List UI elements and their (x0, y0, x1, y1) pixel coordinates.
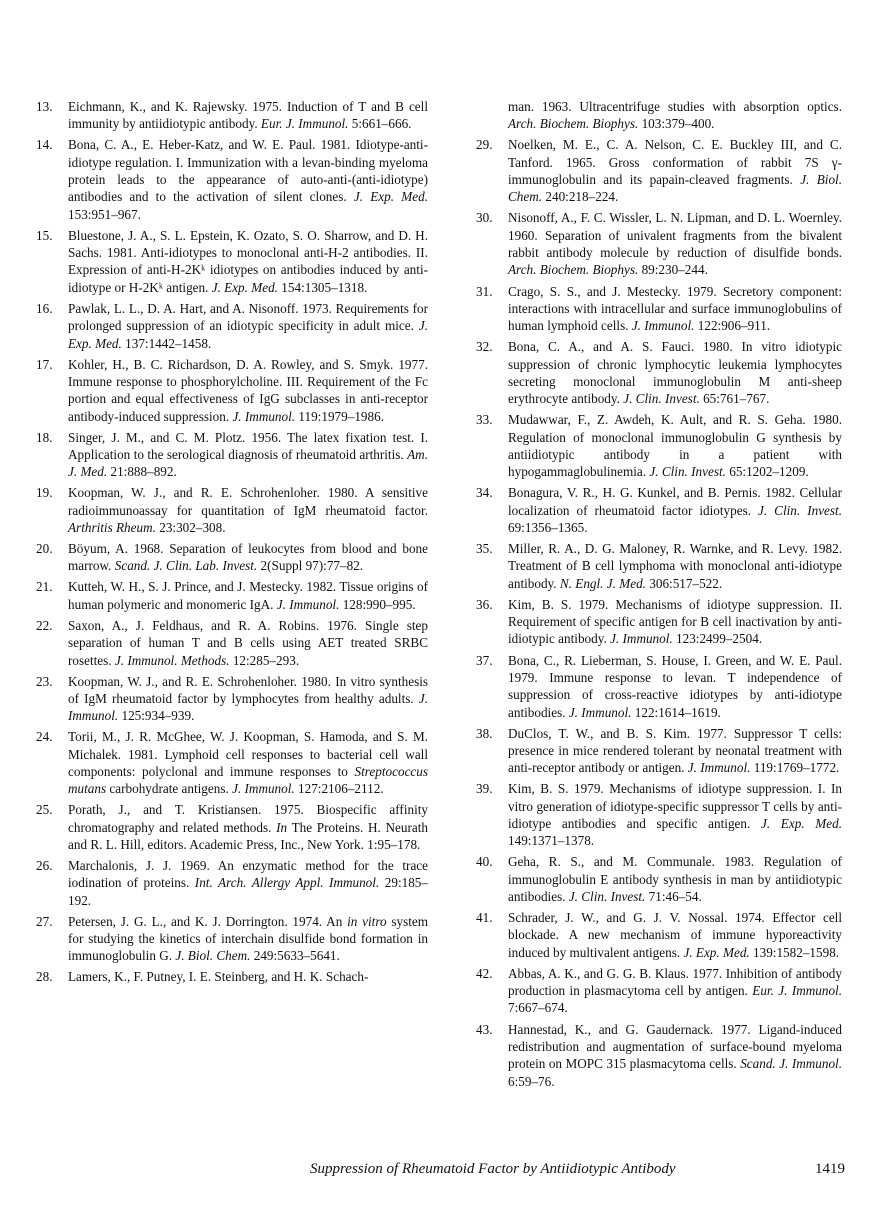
reference-journal: Scand. J. Clin. Lab. Invest. (114, 558, 258, 574)
reference-item (476, 209, 842, 278)
reference-volume: 306:517–522. (649, 575, 723, 591)
reference-journal: Eur. J. Immunol. (752, 983, 842, 999)
reference-journal: J. Exp. Med. (211, 279, 278, 295)
reference-authors: Bona, C., R. Lieberman, S. House, I. Green, and W. E. Paul. 1979. (508, 652, 842, 685)
reference-volume: 122:1614–1619. (634, 704, 721, 720)
reference-number: 38. (476, 725, 493, 741)
reference-number: 28. (36, 969, 53, 985)
reference-in-word: In (276, 819, 288, 835)
reference-title: Gross conformation of rabbit 7S γ-immunoglobulin and its papain-cleaved fragments. (508, 154, 842, 188)
reference-volume: 65:761–767. (703, 391, 770, 407)
reference-journal: J. Immunol. (568, 704, 632, 720)
reference-title: Mechanisms of idiotype suppression. I. In vitro generation of idiotype-specific suppressor T cells by anti-idiotype antibodies and specific antigen. (508, 781, 843, 831)
reference-continuation (476, 98, 842, 133)
reference-number: 42. (476, 965, 493, 981)
reference-journal: Arch. Biochem. Biophys. (508, 116, 639, 132)
reference-journal: Scand. J. Immunol. (740, 1056, 843, 1072)
reference-number: 23. (36, 673, 53, 689)
reference-authors: Bona, C. A., E. Heber-Katz, and W. E. Paul. 1981. (68, 137, 351, 153)
reference-authors: Kutteh, W. H., S. J. Prince, and J. Mestecky. 1982. (68, 579, 337, 595)
reference-volume: 71:46–54. (648, 889, 702, 905)
reference-volume: 65:1202–1209. (729, 464, 809, 480)
reference-title: Biospecific affinity chromatography and related methods. (68, 802, 428, 835)
reference-volume: 154:1305–1318. (281, 279, 368, 295)
reference-title: Ligand-induced redistribution and augmentation of surface-bound myeloma protein on MOPC 315 plasmacytoma cells. (508, 1021, 843, 1072)
reference-item (36, 913, 428, 965)
reference-item (36, 484, 428, 536)
reference-title: Regulation of immunoglobulin E antibody synthesis in man by antiidiotypic antibodies. (508, 854, 842, 905)
reference-number: 17. (36, 356, 53, 372)
reference-authors: Schrader, J. W., and G. J. V. Nossal. 1974. (508, 910, 765, 926)
reference-number: 18. (36, 429, 53, 445)
reference-journal: J. Immunol. (631, 318, 695, 334)
reference-authors: Nisonoff, A., F. C. Wissler, L. N. Lipman, and D. L. Woernley. 1960. (508, 210, 842, 243)
reference-authors: Kohler, H., B. C. Richardson, D. A. Rowley, and S. Smyk. 1977. (68, 356, 428, 372)
reference-item (36, 728, 428, 797)
reference-journal: J. Immunol. (276, 596, 340, 612)
reference-title: Induction of T and B cell immunity by antiidiotypic antibody. (68, 99, 428, 132)
reference-volume: 123:2499–2504. (676, 631, 763, 647)
reference-title: Inhibition of antibody production in plasmacytoma cell by antigen. (508, 965, 842, 999)
reference-volume: 139:1582–1598. (753, 944, 840, 960)
reference-authors: Saxon, A., J. Feldhaus, and R. A. Robins. 1976. (68, 617, 357, 633)
reference-journal: Arthritis Rheum. (68, 520, 156, 536)
reference-authors: Abbas, A. K., and G. G. B. Klaus. 1977. (508, 965, 723, 981)
reference-authors: Bonagura, V. R., H. G. Kunkel, and B. Pernis. 1982. (508, 485, 795, 501)
reference-authors: Mudawwar, F., Z. Awdeh, K. Ault, and R. S. Geha. 1980. (508, 412, 842, 428)
reference-number: 34. (476, 485, 493, 501)
reference-volume: 103:379–400. (641, 116, 715, 132)
reference-title: Cellular localization of rheumatoid factor idiotypes. (508, 485, 843, 518)
reference-number: 19. (36, 485, 53, 501)
reference-journal: J. Clin. Invest. (758, 502, 842, 518)
reference-number: 24. (36, 729, 53, 745)
reference-item (476, 540, 842, 592)
reference-authors: Eichmann, K., and K. Rajewsky. 1975. (68, 99, 282, 114)
reference-item (36, 857, 428, 909)
running-title: Suppression of Rheumatoid Factor by Antiidiotypic Antibody (310, 1161, 676, 1177)
reference-volume: 2(Suppl 97):77–82. (260, 558, 364, 574)
reference-title: Separation of univalent fragments from the bivalent rabbit antibody molecule by reduction of disulfide bonds. (508, 227, 842, 261)
reference-authors: Singer, J. M., and C. M. Plotz. 1956. (68, 429, 282, 445)
reference-item (36, 429, 428, 481)
reference-volume: 127:2106–2112. (298, 781, 384, 797)
reference-volume: 122:906–911. (697, 318, 771, 334)
reference-volume: 21:888–892. (110, 464, 177, 480)
reference-item (476, 780, 842, 849)
reference-in-vitro: in vitro (347, 913, 387, 929)
reference-volume: 119:1979–1986. (298, 408, 384, 424)
reference-number: 39. (476, 781, 493, 797)
reference-volume: 12:285–293. (232, 652, 300, 668)
reference-item (36, 540, 428, 575)
reference-authors: Porath, J., and T. Kristiansen. 1975. (68, 802, 304, 818)
reference-item (36, 300, 428, 352)
reference-book-details: The Proteins. H. Neurath and R. L. Hill, editors. Academic Press, Inc., New York. 1:95–178. (68, 819, 429, 852)
reference-volume: 125:934–939. (121, 708, 195, 724)
page-footer (310, 1159, 850, 1179)
reference-title: Separation of leukocytes from blood and bone marrow. (68, 541, 429, 574)
reference-title: Single step separation of human T and B cells using AET treated SRBC rosettes. (68, 617, 428, 668)
reference-title: Treatment of B cell lymphoma with monoclonal anti-idiotype antibody. (508, 558, 842, 591)
reference-number: 37. (476, 652, 493, 668)
reference-species-name: Streptococcus mutans (68, 763, 428, 797)
reference-number: 25. (36, 802, 53, 818)
reference-item (476, 853, 842, 905)
reference-title-prefix: An (326, 913, 343, 929)
reference-journal: J. Clin. Invest. (623, 391, 700, 407)
reference-title: Secretory component: interactions with intracellular and surface immunoglobulins of human lymphoid cells. (508, 283, 843, 334)
reference-number: 14. (36, 137, 53, 153)
reference-title: Regulation of monoclonal immunoglobulin G synthesis by antiidiotypic antibody in a patient with hypogammaglobulinemia. (508, 429, 842, 480)
reference-item (476, 965, 842, 1017)
reference-item (476, 596, 842, 648)
reference-journal: J. Biol. Chem. (508, 172, 842, 205)
reference-title: The latex fixation test. I. Application to the serological diagnosis of rheumatoid arthritis. (68, 429, 429, 462)
reference-number: 27. (36, 913, 53, 929)
reference-authors: DuClos, T. W., and B. S. Kim. 1977. (508, 725, 727, 741)
reference-volume: 137:1442–1458. (125, 335, 212, 351)
reference-journal: J. Immunol. (610, 631, 673, 647)
reference-title: Lymphoid cell responses to bacterial cell wall components: polyclonal and immune responses to (68, 746, 428, 779)
reference-column-left (36, 98, 428, 990)
reference-volume: 29:185–192. (68, 875, 428, 908)
reference-item (36, 578, 428, 613)
reference-item (36, 801, 428, 853)
reference-number: 33. (476, 412, 493, 428)
reference-title: Immune response to levan. T independence of suppression of cross-reactive idiotypes by anti-idiotype antibodies. (508, 669, 843, 720)
reference-authors: Kim, B. S. 1979. (508, 596, 609, 612)
reference-title: Mechanisms of idiotype suppression. II. Requirement of specific antigen for B cell inactivation by anti-idiotypic antibody. (508, 596, 843, 647)
reference-item (36, 617, 428, 669)
reference-number: 35. (476, 541, 493, 557)
reference-volume: 240:218–224. (545, 189, 619, 205)
reference-journal: J. Clin. Invest. (649, 464, 726, 480)
reference-journal: Int. Arch. Allergy Appl. Immunol. (194, 875, 380, 891)
reference-title: Requirements for prolonged suppression of an idiotypic specificity in adult mice. (68, 300, 429, 334)
reference-journal: J. Exp. Med. (760, 815, 842, 831)
reference-title: In vitro idiotypic suppression of chronic lymphocytic leukemia lymphocytes secreting monoclonal immunoglobulin M anti-sheep erythrocyte antibody. (508, 339, 842, 407)
reference-number: 16. (36, 300, 53, 316)
reference-item (476, 484, 842, 536)
page-number: 1419 (815, 1161, 845, 1177)
reference-item (36, 136, 428, 223)
reference-authors: Geha, R. S., and M. Communale. 1983. (508, 854, 755, 870)
reference-title: In vitro synthesis of IgM rheumatoid factor by lymphocytes from healthy adults. (68, 673, 428, 706)
reference-journal: J. Immunol. (232, 408, 296, 424)
reference-journal: J. Exp. Med. (353, 189, 429, 205)
reference-journal: J. Immunol. (68, 690, 428, 724)
reference-number: 15. (36, 227, 53, 243)
reference-item (36, 673, 428, 725)
reference-item (476, 136, 842, 205)
reference-authors: Kim, B. S. 1979. (508, 781, 604, 797)
reference-volume: 89:230–244. (641, 262, 708, 278)
reference-authors: Noelken, M. E., C. A. Nelson, C. E. Buckley III, and C. Tanford. 1965. (508, 137, 842, 170)
reference-title: Idiotype-anti-idiotype regulation. I. Immunization with a levan-binding myeloma protein leads to the appearance of auto-anti-(anti-idiotype) antibodies and to the activation of silent clones. (68, 137, 428, 205)
reference-volume: 249:5633–5641. (253, 948, 340, 964)
reference-number: 30. (476, 210, 493, 226)
reference-authors: Torii, M., J. R. McGhee, W. J. Koopman, S. Hamoda, and S. M. Michalek. 1981. (68, 729, 428, 762)
reference-title: An enzymatic method for the trace iodination of proteins. (68, 858, 428, 891)
reference-item (476, 411, 842, 480)
reference-title: A sensitive radioimmunoassay for quantitation of IgM rheumatoid factor. (68, 485, 428, 518)
reference-journal: J. Exp. Med. (68, 318, 428, 351)
reference-item (476, 652, 842, 721)
reference-number: 36. (476, 596, 493, 612)
reference-journal: Am. J. Med. (68, 446, 429, 480)
reference-journal: J. Clin. Invest. (568, 889, 646, 905)
reference-column-right (476, 98, 842, 1094)
reference-volume: 7:667–674. (508, 1000, 568, 1016)
reference-item (476, 283, 842, 335)
reference-number: 41. (476, 910, 493, 926)
reference-item (36, 98, 428, 133)
reference-volume: 153:951–967. (68, 206, 141, 222)
reference-number: 21. (36, 579, 53, 595)
reference-authors: Koopman, W. J., and R. E. Schrohenloher. 1980. (68, 485, 358, 501)
reference-authors: Miller, R. A., D. G. Maloney, R. Warnke, and R. Levy. 1982. (508, 541, 842, 557)
reference-journal: N. Engl. J. Med. (559, 575, 646, 591)
reference-journal: Eur. J. Immunol. (260, 116, 349, 132)
reference-number: 22. (36, 617, 53, 633)
reference-volume: 5:661–666. (351, 116, 412, 132)
reference-continuation-text: man. 1963. Ultracentrifuge studies with absorption optics. (508, 99, 842, 114)
reference-title: Anti-idiotypes to monoclonal anti-H-2 antibodies. II. Expression of anti-H-2Kᵏ idiotypes on antibodies induced by anti-idiotype or H-2Kᵏ antigen. (68, 245, 428, 295)
reference-title: Effector cell blockade. A new mechanism of immune hyporeactivity induced by multivalent antigens. (508, 910, 842, 960)
reference-authors: Böyum, A. 1968. (68, 541, 164, 557)
reference-title: Immune response to phosphorylcholine. III. Requirement of the Fc portion and equal effectiveness of IgG subclasses in anti-receptor antibody-induced suppression. (68, 373, 428, 424)
reference-volume: 6:59–76. (508, 1073, 555, 1089)
reference-item (36, 356, 428, 425)
reference-journal: J. Immunol. (232, 781, 295, 797)
reference-authors: Crago, S. S., and J. Mestecky. 1979. (508, 283, 717, 299)
reference-authors: Bona, C. A., and A. S. Fauci. 1980. (508, 339, 733, 355)
reference-item (476, 909, 842, 961)
reference-volume: 128:990–995. (342, 596, 416, 612)
reference-authors: Koopman, W. J., and R. E. Schrohenloher. 1980. (68, 673, 331, 689)
reference-item (476, 338, 842, 407)
reference-title: Suppressor T cells: presence in mice rendered tolerant by neonatal treatment with anti-receptor antibody or antigen. (508, 725, 842, 776)
reference-number: 29. (476, 137, 493, 153)
reference-number: 40. (476, 854, 493, 870)
reference-volume: 69:1356–1365. (508, 520, 588, 536)
reference-journal: J. Immunol. (687, 760, 751, 776)
reference-title: Tissue origins of human polymeric and monomeric IgA. (68, 579, 428, 612)
reference-item (36, 968, 428, 985)
reference-authors: Petersen, J. G. L., and K. J. Dorrington. 1974. (68, 913, 323, 929)
reference-number: 32. (476, 339, 493, 355)
reference-volume: 23:302–308. (159, 520, 226, 536)
reference-journal: J. Exp. Med. (683, 944, 750, 960)
reference-authors: Lamers, K., F. Putney, I. E. Steinberg, and H. K. Schach- (68, 969, 369, 985)
reference-number: 31. (476, 283, 493, 299)
reference-item (476, 1021, 842, 1090)
reference-volume: 119:1769–1772. (753, 760, 840, 776)
reference-journal: J. Biol. Chem. (175, 948, 251, 964)
reference-number: 26. (36, 858, 53, 874)
reference-journal: Arch. Biochem. Biophys. (508, 262, 639, 278)
reference-number: 13. (36, 99, 53, 114)
reference-title: system for studying the kinetics of interchain disulfide bond formation in immunoglobulin G. (68, 913, 429, 964)
reference-volume: 149:1371–1378. (508, 833, 595, 849)
reference-authors: Pawlak, L. L., D. A. Hart, and A. Nisonoff. 1973. (68, 300, 332, 316)
reference-item (36, 227, 428, 296)
reference-number: 43. (476, 1021, 493, 1037)
reference-authors: Bluestone, J. A., S. L. Epstein, K. Ozato, S. O. Sharrow, and D. H. Sachs. 1981. (68, 227, 428, 261)
reference-authors: Hannestad, K., and G. Gaudernack. 1977. (508, 1021, 751, 1037)
reference-number: 20. (36, 541, 53, 557)
reference-journal: J. Immunol. Methods. (114, 652, 230, 668)
reference-item (476, 725, 842, 777)
reference-title-tail: carbohydrate antigens. (109, 781, 229, 797)
reference-authors: Marchalonis, J. J. 1969. (68, 858, 210, 874)
